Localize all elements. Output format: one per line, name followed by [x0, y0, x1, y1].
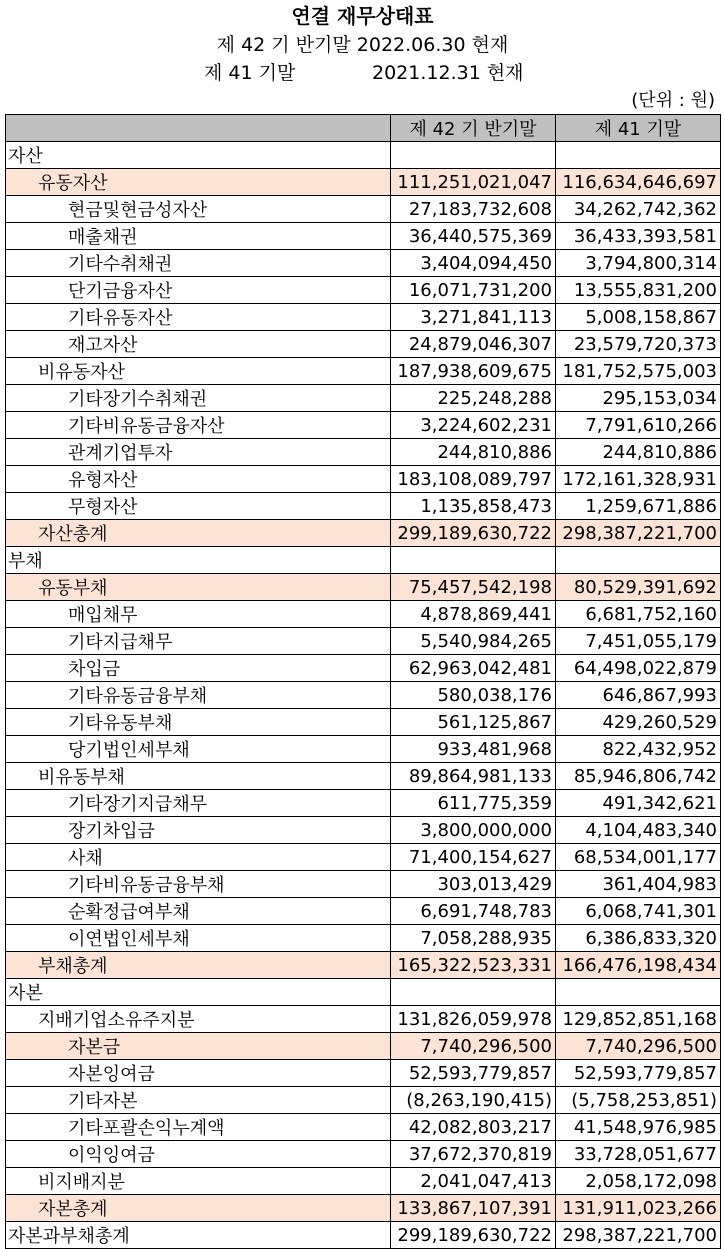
table-row	[6, 493, 721, 520]
current-value: 71,400,154,627	[391, 844, 556, 871]
current-value: 27,183,732,608	[391, 196, 556, 223]
prior-value: 429,260,529	[556, 709, 721, 736]
table-row	[6, 223, 721, 250]
row-label: 부채총계	[6, 952, 391, 979]
prior-value: 85,946,806,742	[556, 763, 721, 790]
prior-period-date: 2021.12.31 현재	[372, 62, 524, 84]
table-row	[6, 1195, 721, 1222]
prior-value: 116,634,646,697	[556, 169, 721, 196]
prior-value: 6,386,833,320	[556, 925, 721, 952]
prior-value	[556, 547, 721, 574]
table-row	[6, 169, 721, 196]
table-row	[6, 439, 721, 466]
current-value	[391, 547, 556, 574]
prior-period-label: 제 41 기말	[204, 62, 296, 84]
statement-title: 연결 재무상태표	[291, 4, 434, 28]
prior-value: 646,867,993	[556, 682, 721, 709]
table-row	[6, 1168, 721, 1195]
current-value: 42,082,803,217	[391, 1114, 556, 1141]
current-value: 52,593,779,857	[391, 1060, 556, 1087]
current-value: 131,826,059,978	[391, 1006, 556, 1033]
prior-value: 5,008,158,867	[556, 304, 721, 331]
prior-value: 7,451,055,179	[556, 628, 721, 655]
current-value: 7,058,288,935	[391, 925, 556, 952]
table-row	[6, 1222, 721, 1249]
current-value: 37,672,370,819	[391, 1141, 556, 1168]
row-label: 재고자산	[6, 331, 391, 358]
header-prior: 제 41 기말	[556, 115, 721, 142]
table-row	[6, 1087, 721, 1114]
table-row	[6, 628, 721, 655]
row-label: 현금및현금성자산	[6, 196, 391, 223]
table-row	[6, 412, 721, 439]
row-label: 매입채무	[6, 601, 391, 628]
header-item	[6, 115, 391, 142]
prior-value: 361,404,983	[556, 871, 721, 898]
table-row	[6, 1114, 721, 1141]
current-value: (8,263,190,415)	[391, 1087, 556, 1114]
current-value: 3,224,602,231	[391, 412, 556, 439]
table-row	[6, 925, 721, 952]
prior-value: 244,810,886	[556, 439, 721, 466]
row-label: 자본잉여금	[6, 1060, 391, 1087]
current-value: 62,963,042,481	[391, 655, 556, 682]
prior-value: 13,555,831,200	[556, 277, 721, 304]
current-value: 165,322,523,331	[391, 952, 556, 979]
row-label: 당기법인세부채	[6, 736, 391, 763]
table-row	[6, 871, 721, 898]
table-row	[6, 817, 721, 844]
row-label: 기타비유동금융부채	[6, 871, 391, 898]
table-row	[6, 277, 721, 304]
prior-value	[556, 142, 721, 169]
current-value: 2,041,047,413	[391, 1168, 556, 1195]
table-row	[6, 1006, 721, 1033]
row-label: 자본과부채총계	[6, 1222, 391, 1249]
row-label: 단기금융자산	[6, 277, 391, 304]
current-value: 299,189,630,722	[391, 520, 556, 547]
current-value	[391, 979, 556, 1006]
header-current: 제 42 기 반기말	[391, 115, 556, 142]
row-label: 순확정급여부채	[6, 898, 391, 925]
current-value: 611,775,359	[391, 790, 556, 817]
row-label: 부채	[6, 547, 391, 574]
table-row	[6, 736, 721, 763]
row-label: 기타유동부채	[6, 709, 391, 736]
prior-value: 23,579,720,373	[556, 331, 721, 358]
row-label: 지배기업소유주지분	[6, 1006, 391, 1033]
prior-value: 80,529,391,692	[556, 574, 721, 601]
current-value: 187,938,609,675	[391, 358, 556, 385]
prior-value: 7,740,296,500	[556, 1033, 721, 1060]
table-row	[6, 304, 721, 331]
table-row	[6, 655, 721, 682]
row-label: 사채	[6, 844, 391, 871]
prior-value: 298,387,221,700	[556, 1222, 721, 1249]
current-value: 299,189,630,722	[391, 1222, 556, 1249]
prior-value: 52,593,779,857	[556, 1060, 721, 1087]
prior-value: 6,681,752,160	[556, 601, 721, 628]
current-value: 244,810,886	[391, 439, 556, 466]
table-row	[6, 196, 721, 223]
unit-note: (단위 : 원)	[631, 90, 715, 111]
current-value: 75,457,542,198	[391, 574, 556, 601]
prior-value: (5,758,253,851)	[556, 1087, 721, 1114]
table-row	[6, 385, 721, 412]
table-row	[6, 898, 721, 925]
current-value: 5,540,984,265	[391, 628, 556, 655]
row-label: 비유동부채	[6, 763, 391, 790]
current-value: 4,878,869,441	[391, 601, 556, 628]
table-row	[6, 331, 721, 358]
prior-value: 3,794,800,314	[556, 250, 721, 277]
prior-value: 6,068,741,301	[556, 898, 721, 925]
table-row	[6, 466, 721, 493]
current-value: 3,404,094,450	[391, 250, 556, 277]
row-label: 기타수취채권	[6, 250, 391, 277]
current-value: 561,125,867	[391, 709, 556, 736]
row-label: 기타비유동금융자산	[6, 412, 391, 439]
table-row	[6, 682, 721, 709]
current-value: 16,071,731,200	[391, 277, 556, 304]
row-label: 기타유동금융부채	[6, 682, 391, 709]
prior-value: 822,432,952	[556, 736, 721, 763]
current-value: 6,691,748,783	[391, 898, 556, 925]
row-label: 매출채권	[6, 223, 391, 250]
prior-value: 34,262,742,362	[556, 196, 721, 223]
table-row	[6, 952, 721, 979]
row-label: 이연법인세부채	[6, 925, 391, 952]
prior-value: 2,058,172,098	[556, 1168, 721, 1195]
prior-value: 172,161,328,931	[556, 466, 721, 493]
row-label: 자산	[6, 142, 391, 169]
current-value: 24,879,046,307	[391, 331, 556, 358]
header-row	[6, 115, 721, 142]
prior-value: 4,104,483,340	[556, 817, 721, 844]
balance-sheet-table	[5, 114, 721, 1249]
table-row	[6, 1060, 721, 1087]
row-label: 차입금	[6, 655, 391, 682]
prior-value: 1,259,671,886	[556, 493, 721, 520]
prior-value: 131,911,023,266	[556, 1195, 721, 1222]
table-row	[6, 250, 721, 277]
current-value: 183,108,089,797	[391, 466, 556, 493]
table-row	[6, 601, 721, 628]
prior-value: 491,342,621	[556, 790, 721, 817]
row-label: 비유동자산	[6, 358, 391, 385]
row-label: 기타지급채무	[6, 628, 391, 655]
prior-value: 41,548,976,985	[556, 1114, 721, 1141]
prior-value: 298,387,221,700	[556, 520, 721, 547]
prior-value: 7,791,610,266	[556, 412, 721, 439]
row-label: 관계기업투자	[6, 439, 391, 466]
table-row	[6, 1141, 721, 1168]
current-value: 1,135,858,473	[391, 493, 556, 520]
current-value: 933,481,968	[391, 736, 556, 763]
row-label: 유동부채	[6, 574, 391, 601]
table-row	[6, 790, 721, 817]
current-value: 133,867,107,391	[391, 1195, 556, 1222]
table-row	[6, 844, 721, 871]
table-row	[6, 142, 721, 169]
row-label: 기타유동자산	[6, 304, 391, 331]
row-label: 비지배지분	[6, 1168, 391, 1195]
row-label: 유동자산	[6, 169, 391, 196]
row-label: 자본	[6, 979, 391, 1006]
current-value: 111,251,021,047	[391, 169, 556, 196]
row-label: 자본총계	[6, 1195, 391, 1222]
prior-value: 33,728,051,677	[556, 1141, 721, 1168]
table-row	[6, 1033, 721, 1060]
table-row	[6, 520, 721, 547]
row-label: 장기차입금	[6, 817, 391, 844]
row-label: 이익잉여금	[6, 1141, 391, 1168]
row-label: 기타장기수취채권	[6, 385, 391, 412]
current-value: 303,013,429	[391, 871, 556, 898]
row-label: 유형자산	[6, 466, 391, 493]
row-label: 자본금	[6, 1033, 391, 1060]
current-value: 580,038,176	[391, 682, 556, 709]
current-value: 3,800,000,000	[391, 817, 556, 844]
current-value: 89,864,981,133	[391, 763, 556, 790]
prior-value: 68,534,001,177	[556, 844, 721, 871]
row-label: 기타포괄손익누계액	[6, 1114, 391, 1141]
table-row	[6, 763, 721, 790]
prior-value: 64,498,022,879	[556, 655, 721, 682]
table-row	[6, 358, 721, 385]
prior-value	[556, 979, 721, 1006]
table-row	[6, 979, 721, 1006]
current-value: 3,271,841,113	[391, 304, 556, 331]
current-period-line: 제 42 기 반기말 2022.06.30 현재	[216, 34, 509, 56]
current-value: 225,248,288	[391, 385, 556, 412]
current-value	[391, 142, 556, 169]
current-value: 7,740,296,500	[391, 1033, 556, 1060]
prior-value: 181,752,575,003	[556, 358, 721, 385]
table-row	[6, 574, 721, 601]
row-label: 자산총계	[6, 520, 391, 547]
row-label: 기타장기지급채무	[6, 790, 391, 817]
row-label: 무형자산	[6, 493, 391, 520]
prior-value: 36,433,393,581	[556, 223, 721, 250]
table-row	[6, 709, 721, 736]
prior-value: 166,476,198,434	[556, 952, 721, 979]
table-row	[6, 547, 721, 574]
row-label: 기타자본	[6, 1087, 391, 1114]
prior-value: 295,153,034	[556, 385, 721, 412]
current-value: 36,440,575,369	[391, 223, 556, 250]
prior-value: 129,852,851,168	[556, 1006, 721, 1033]
